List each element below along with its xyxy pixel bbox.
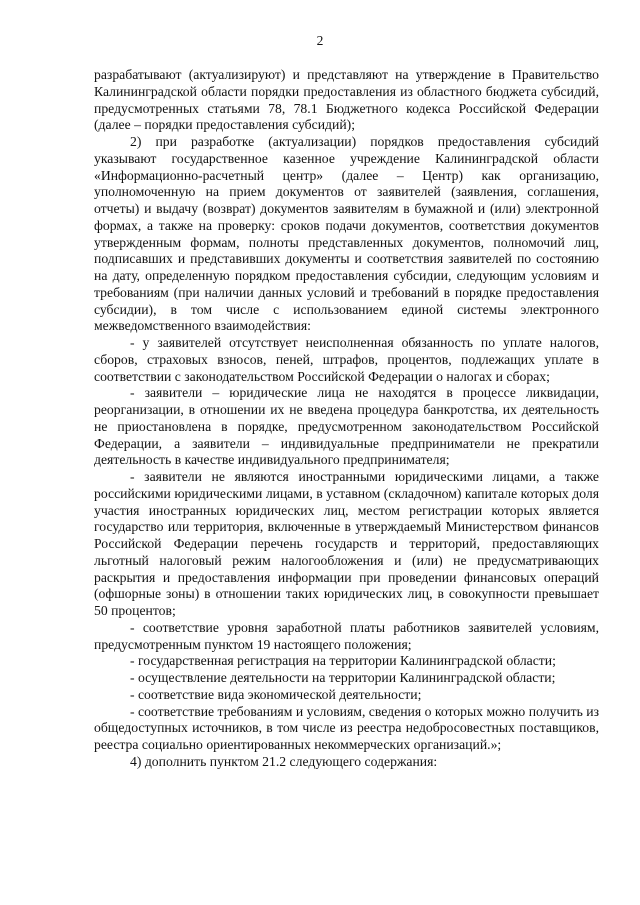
list-item-registration: - государственная регистрация на территории Калининградской области;: [130, 653, 556, 669]
paragraph-subsidy-procedures: разрабатывают (актуализируют) и представляют на утверждение в Правительство Калининградской области порядки предоставления из областного бюджета субсидий, предусмотренных статьями 78, 78.1 Бюджетного кодекса Российской Федерации (далее – порядки предоставления субсидий);: [94, 67, 599, 133]
list-item-no-liquidation: - заявители – юридические лица не находятся в процессе ликвидации, реорганизации, в отношении их не введена процедура банкротства, их деятельность не приостановлена в порядке, предусмотренном законодательством Российской Федерации, а заявители – индивидуальные предприниматели не прекратили деятельность в качестве индивидуального предпринимателя;: [94, 385, 599, 468]
list-item-activity-type: - соответствие вида экономической деятельности;: [130, 686, 422, 702]
list-item-public-sources: - соответствие требованиям и условиям, сведения о которых можно получить из общедоступных источников, в том числе из реестра недобросовестных поставщиков, реестра социально ориентированных некоммерческих организаций.»;: [94, 703, 599, 752]
list-item-no-tax-debt: - у заявителей отсутствует неисполненная обязанность по уплате налогов, сборов, страховых взносов, пеней, штрафов, процентов, подлежащих уплате в соответствии с законодательством Российской Федерации о налогах и сборах;: [94, 335, 599, 384]
paragraph-item-2: 2) при разработке (актуализации) порядков предоставления субсидий указывают государственное казенное учреждение Калининградской области «Информационно-расчетный центр» (далее – Центр) как организацию, уполномоченную на прием документов от заявителей (заявления, соглашения, отчеты) и выдачу (возврат) документов заявителям в бумажной и (или) электронной формах, а также на проверку: сроков подачи документов, соответствия документов утвержденным формам, полноты представленных документов, полномочий лиц, подписавших и представивших документы и соответствия заявителей по состоянию на дату, определенную порядком предоставления субсидии, следующим условиям и требованиям (при наличии данных условий и требований в порядке предоставления субсидии), в том числе с использованием единой системы электронного межведомственного взаимодействия:: [94, 134, 599, 334]
document-body: [94, 67, 599, 771]
list-item-wage-level: - соответствие уровня заработной платы работников заявителей условиям, предусмотренным пунктом 19 настоящего положения;: [94, 619, 599, 652]
paragraph-item-4: 4) дополнить пунктом 21.2 следующего содержания:: [130, 753, 438, 769]
list-item-not-foreign: - заявители не являются иностранными юридическими лицами, а также российскими юридическими лицами, в уставном (складочном) капитале которых доля участия иностранных юридических лиц, местом регистрации которых является государство или территория, включенные в утверждаемый Министерством финансов Российской Федерации перечень государств и территорий, предоставляющих льготный налоговый режим налогообложения и (или) не предусматривающих раскрытия и предоставления информации при проведении финансовых операций (офшорные зоны) в отношении таких юридических лиц, в совокупности превышает 50 процентов;: [94, 469, 599, 618]
page-number: 2: [316, 33, 324, 48]
list-item-activity-territory: - осуществление деятельности на территории Калининградской области;: [130, 670, 556, 685]
